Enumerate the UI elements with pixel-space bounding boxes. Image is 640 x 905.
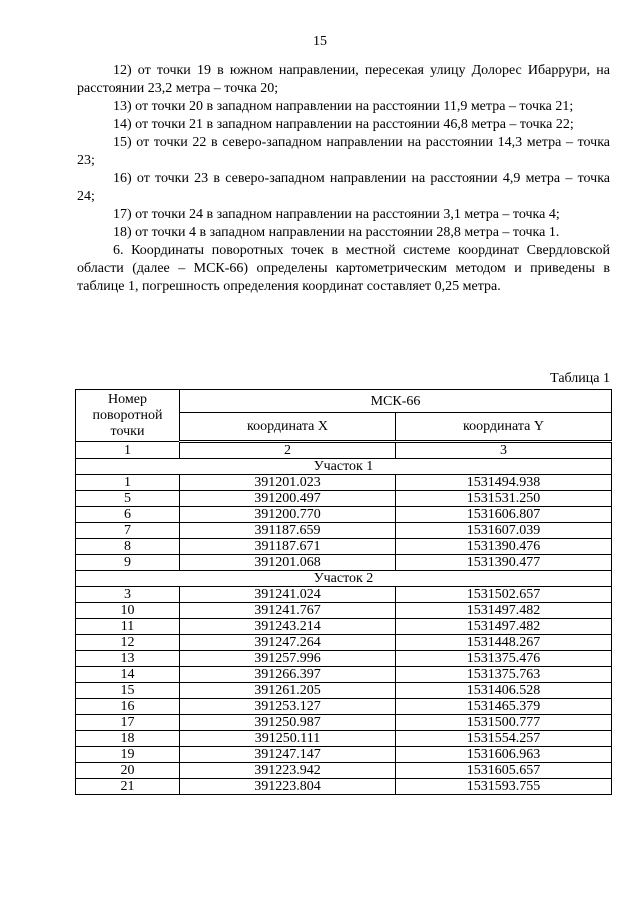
coord-y-cell: 1531500.777 (396, 715, 612, 731)
point-number-cell: 1 (76, 475, 180, 491)
coord-y-cell: 1531390.477 (396, 555, 612, 571)
table-row (76, 779, 612, 795)
point-number-cell: 18 (76, 731, 180, 747)
table-row (76, 475, 612, 491)
point-number-cell: 17 (76, 715, 180, 731)
table-row (76, 667, 612, 683)
point-number-cell: 9 (76, 555, 180, 571)
body-text (77, 62, 610, 296)
table-caption: Таблица 1 (550, 371, 610, 386)
table-row (76, 683, 612, 699)
table-row (76, 715, 612, 731)
column-number-cell: 2 (180, 442, 396, 459)
table-row (76, 619, 612, 635)
point-number-cell: 10 (76, 603, 180, 619)
section-title: Участок 2 (76, 571, 612, 587)
paragraph: 13) от точки 20 в западном направлении на расстоянии 11,9 метра – точка 21; (113, 99, 574, 114)
table-row (76, 763, 612, 779)
coord-y-cell: 1531606.807 (396, 507, 612, 523)
point-number-cell: 20 (76, 763, 180, 779)
section-title-row (76, 459, 612, 475)
coord-x-cell: 391223.804 (180, 779, 396, 795)
header-system: МСК-66 (180, 390, 612, 413)
coordinates-table (75, 389, 612, 795)
table-row (76, 507, 612, 523)
point-number-cell: 13 (76, 651, 180, 667)
coord-x-cell: 391201.023 (180, 475, 396, 491)
paragraph: 17) от точки 24 в западном направлении на расстоянии 3,1 метра – точка 4; (113, 207, 560, 222)
point-number-cell: 16 (76, 699, 180, 715)
column-number-row (76, 442, 612, 459)
coord-y-cell: 1531406.528 (396, 683, 612, 699)
coord-y-cell: 1531605.657 (396, 763, 612, 779)
coord-y-cell: 1531606.963 (396, 747, 612, 763)
page-number: 15 (313, 34, 327, 49)
table-row (76, 587, 612, 603)
coord-x-cell: 391261.205 (180, 683, 396, 699)
coord-x-cell: 391223.942 (180, 763, 396, 779)
point-number-cell: 19 (76, 747, 180, 763)
column-number-cell: 1 (76, 442, 180, 459)
coord-y-cell: 1531390.476 (396, 539, 612, 555)
table-header-row (76, 390, 612, 413)
coord-x-cell: 391257.996 (180, 651, 396, 667)
coord-x-cell: 391187.671 (180, 539, 396, 555)
coord-y-cell: 1531497.482 (396, 619, 612, 635)
coord-y-cell: 1531448.267 (396, 635, 612, 651)
section-title: Участок 1 (76, 459, 612, 475)
coord-x-cell: 391250.111 (180, 731, 396, 747)
table-row (76, 523, 612, 539)
table-row (76, 635, 612, 651)
header-point-number: Номер поворотной точки (76, 390, 180, 442)
coord-y-cell: 1531494.938 (396, 475, 612, 491)
point-number-cell: 5 (76, 491, 180, 507)
coord-x-cell: 391241.024 (180, 587, 396, 603)
paragraph: 6. Координаты поворотных точек в местной системе координат Свердловской области (далее – МСК-66) определены картометрическим методом и приведены в таблице 1, погрешность определения координат составляет 0,25 метра. (77, 243, 610, 294)
point-number-cell: 3 (76, 587, 180, 603)
point-number-cell: 8 (76, 539, 180, 555)
header-coord-x: координата X (180, 413, 396, 442)
point-number-cell: 21 (76, 779, 180, 795)
table-row (76, 539, 612, 555)
coord-x-cell: 391243.214 (180, 619, 396, 635)
coord-x-cell: 391250.987 (180, 715, 396, 731)
coord-x-cell: 391201.068 (180, 555, 396, 571)
table-row (76, 731, 612, 747)
table-row (76, 491, 612, 507)
paragraph: 12) от точки 19 в южном направлении, пересекая улицу Долорес Ибаррури, на расстоянии 23,2 метра – точка 20; (77, 63, 610, 96)
coord-x-cell: 391241.767 (180, 603, 396, 619)
section-title-row (76, 571, 612, 587)
paragraph: 16) от точки 23 в северо-западном направлении на расстоянии 4,9 метра – точка 24; (77, 171, 610, 204)
table-row (76, 555, 612, 571)
paragraph: 14) от точки 21 в западном направлении на расстоянии 46,8 метра – точка 22; (113, 117, 574, 132)
coord-y-cell: 1531497.482 (396, 603, 612, 619)
coord-x-cell: 391247.147 (180, 747, 396, 763)
point-number-cell: 11 (76, 619, 180, 635)
coord-y-cell: 1531465.379 (396, 699, 612, 715)
coord-y-cell: 1531607.039 (396, 523, 612, 539)
table-row (76, 651, 612, 667)
coord-y-cell: 1531375.763 (396, 667, 612, 683)
header-coord-y: координата Y (396, 413, 612, 442)
coord-y-cell: 1531593.755 (396, 779, 612, 795)
paragraph: 15) от точки 22 в северо-западном направлении на расстоянии 14,3 метра – точка 23; (77, 135, 610, 168)
coord-x-cell: 391253.127 (180, 699, 396, 715)
coord-y-cell: 1531554.257 (396, 731, 612, 747)
table-row (76, 747, 612, 763)
table-row (76, 699, 612, 715)
coord-x-cell: 391200.497 (180, 491, 396, 507)
table-row (76, 603, 612, 619)
coord-x-cell: 391200.770 (180, 507, 396, 523)
point-number-cell: 12 (76, 635, 180, 651)
point-number-cell: 15 (76, 683, 180, 699)
point-number-cell: 14 (76, 667, 180, 683)
paragraph: 18) от точки 4 в западном направлении на расстоянии 28,8 метра – точка 1. (113, 225, 560, 240)
coord-y-cell: 1531531.250 (396, 491, 612, 507)
coord-x-cell: 391187.659 (180, 523, 396, 539)
column-number-cell: 3 (396, 442, 612, 459)
coord-y-cell: 1531502.657 (396, 587, 612, 603)
coord-x-cell: 391266.397 (180, 667, 396, 683)
point-number-cell: 7 (76, 523, 180, 539)
coord-x-cell: 391247.264 (180, 635, 396, 651)
coord-y-cell: 1531375.476 (396, 651, 612, 667)
point-number-cell: 6 (76, 507, 180, 523)
